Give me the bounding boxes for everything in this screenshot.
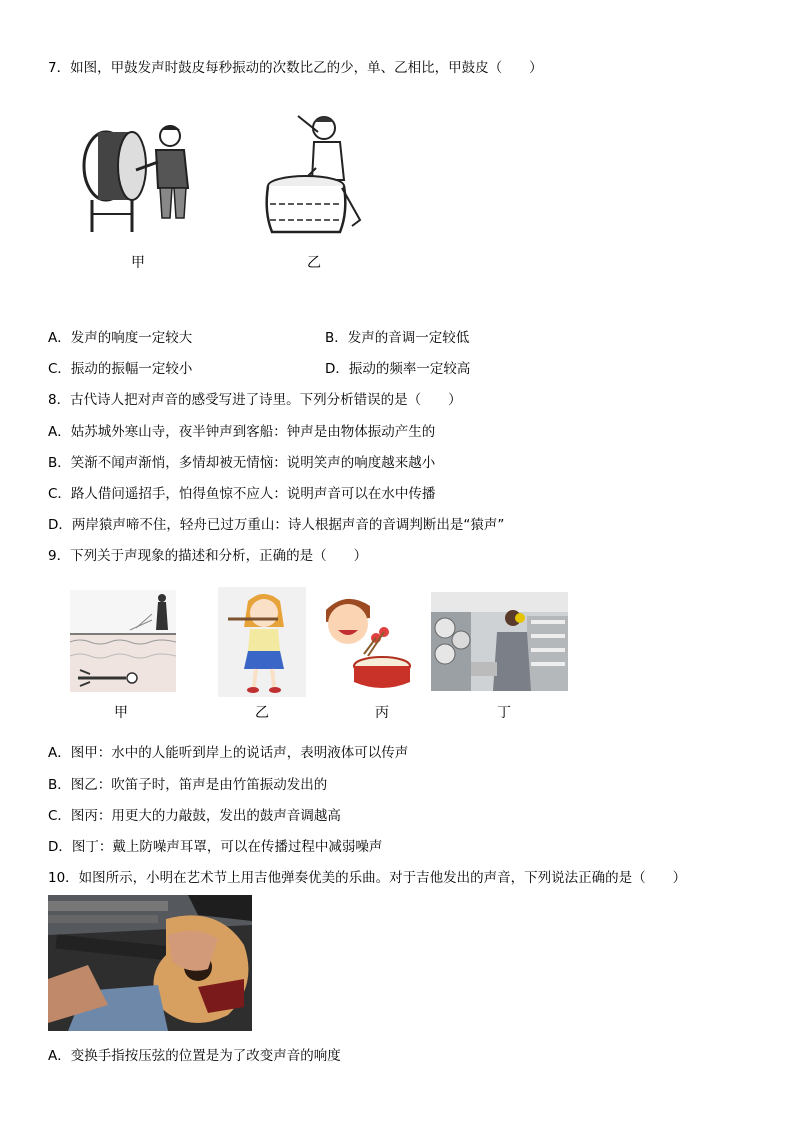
drum-yi-illustration [262, 108, 370, 242]
q7-option-c: C．振动的振幅一定较小 [48, 361, 193, 377]
q9-caption-jia: 甲 [114, 705, 128, 721]
q7-caption-yi: 乙 [307, 255, 321, 271]
underwater-listener-image [70, 590, 176, 692]
flute-girl-image [218, 587, 306, 697]
q9-option-d: D．图丁：戴上防噪声耳罩，可以在传播过程中减弱噪声 [48, 839, 383, 855]
q10-stem: 10．如图所示，小明在艺术节上用吉他弹奏优美的乐曲。对于吉他发出的声音，下列说法正确的是（ ） [48, 870, 687, 886]
q8-option-a: A．姑苏城外寒山寺，夜半钟声到客船：钟声是由物体振动产生的 [48, 424, 436, 440]
q8-option-d: D．两岸猿声啼不住，轻舟已过万重山：诗人根据声音的音调判断出是“猿声” [48, 517, 505, 533]
guitar-player-image [48, 895, 252, 1031]
q9-caption-ding: 丁 [497, 705, 511, 721]
q8-option-c: C．路人借问遥招手，怕得鱼惊不应人：说明声音可以在水中传播 [48, 486, 436, 502]
q9-option-b: B．图乙：吹笛子时，笛声是由竹笛振动发出的 [48, 777, 328, 793]
q8-option-b: B．笑渐不闻声渐悄，多情却被无情恼：说明笑声的响度越来越小 [48, 455, 436, 471]
q9-caption-yi: 乙 [255, 705, 269, 721]
drum-jia-illustration [78, 118, 196, 236]
q7-option-b: B．发声的音调一定较低 [325, 330, 470, 346]
q9-stem: 9．下列关于声现象的描述和分析，正确的是（ ） [48, 548, 368, 564]
q9-option-a: A．图甲：水中的人能听到岸上的说话声，表明液体可以传声 [48, 745, 409, 761]
q9-caption-bing: 丙 [375, 705, 389, 721]
q7-option-a: A．发声的响度一定较大 [48, 330, 193, 346]
q7-caption-jia: 甲 [131, 255, 145, 271]
q8-stem: 8．古代诗人把对声音的感受写进了诗里。下列分析错误的是（ ） [48, 392, 462, 408]
q7-stem: 7．如图，甲鼓发声时鼓皮每秒振动的次数比乙的少，单、乙相比，甲鼓皮（ ） [48, 60, 543, 76]
q10-option-a: A．变换手指按压弦的位置是为了改变声音的响度 [48, 1048, 341, 1064]
q7-option-d: D．振动的频率一定较高 [325, 361, 471, 377]
drum-boy-image [320, 590, 412, 692]
factory-worker-image [431, 592, 568, 691]
q9-option-c: C．图丙：用更大的力敲鼓，发出的鼓声音调越高 [48, 808, 341, 824]
